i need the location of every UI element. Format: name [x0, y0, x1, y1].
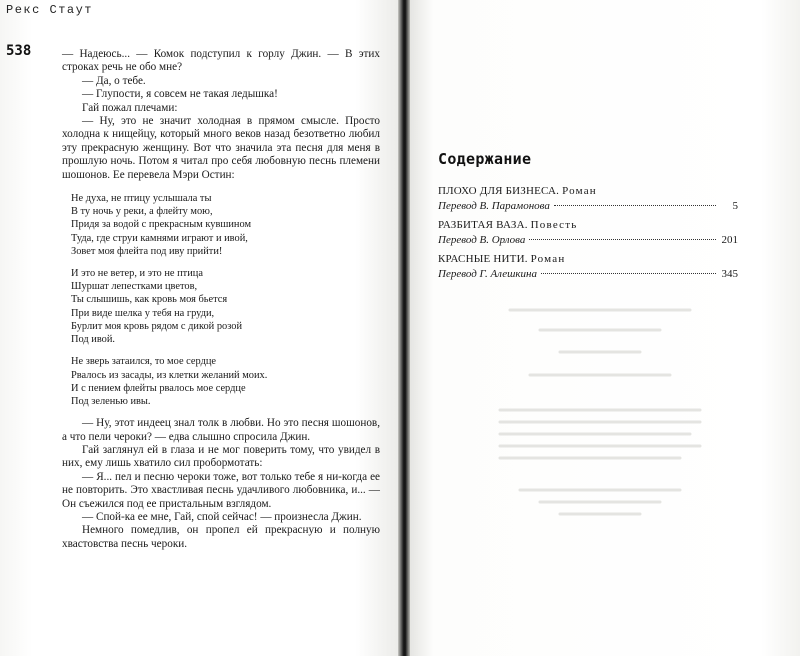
paragraph: — Я... пел и песню чероки тоже, вот только тебе я ни-когда ее не повторить. Это хвастливая песнь удачливого любовника, и... — Он съежился под ее пристальным взглядом. — [62, 470, 380, 510]
paragraph: Немного помедлив, он пропел ей прекрасную и полную хвастовства песнь чероки. — [62, 524, 380, 550]
poem-line: Под зеленью ивы. — [71, 395, 151, 407]
poem-line: Шуршат лепестками цветов, — [71, 281, 198, 293]
poem-line: Придя за водой с прекрасным кувшином — [71, 219, 252, 231]
poem-line: Под ивой. — [71, 334, 116, 346]
running-head: Рекс Стаут — [6, 3, 94, 17]
body-text — [62, 48, 380, 551]
poem-stanza — [71, 192, 380, 258]
show-through-lines — [470, 300, 730, 530]
paragraph: — Ну, это не значит холодная в прямом смысле. Просто холодна к нищейцу, который много веков назад безответно любил эту прекрасную женщину. Вот что значила эта песня для меня в прошлую ночь. Потом я читал про себя любовную песнь племени шошонов. Ее перевела Мэри Остин: — [62, 115, 380, 181]
right-page — [410, 0, 800, 656]
toc-title: Содержание — [438, 150, 532, 168]
paragraph: — Да, о тебе. — [82, 74, 146, 87]
poem-line: Бурлит моя кровь рядом с дикой розой — [71, 320, 243, 332]
poem-line: В ту ночь у реки, а флейту мою, — [71, 206, 213, 218]
toc-heading — [438, 252, 738, 267]
poem-line: При виде шелка у тебя на груди, — [71, 307, 215, 319]
toc-entry-title: КРАСНЫЕ НИТИ. — [438, 253, 528, 265]
toc-entry-translator: Перевод В. Парамонова — [438, 200, 550, 212]
poem-stanza — [71, 267, 380, 346]
poem — [71, 192, 380, 408]
poem-line: Туда, где струи камнями играют и ивой, — [71, 232, 248, 244]
toc-leader-line — [438, 199, 738, 214]
toc-entry — [438, 218, 738, 248]
toc-leader-line — [438, 233, 738, 248]
toc-entry-genre: Роман — [530, 253, 566, 265]
toc-dot-leader — [529, 238, 716, 240]
poem-line: Не духа, не птицу услышала ты — [71, 193, 212, 205]
toc-entry-title: ПЛОХО ДЛЯ БИЗНЕСА. — [438, 185, 560, 197]
toc-heading — [438, 218, 738, 233]
toc-entry-genre: Повесть — [530, 219, 578, 231]
poem-stanza — [71, 355, 380, 408]
poem-line: Рвалось из засады, из клетки желаний моих. — [71, 369, 268, 381]
toc-entry — [438, 252, 738, 282]
poem-line: И с пением флейты рвалось мое сердце — [71, 382, 246, 394]
toc-entry-title: РАЗБИТАЯ ВАЗА. — [438, 219, 528, 231]
poem-line: Не зверь затаился, то мое сердце — [71, 356, 217, 368]
after-poem-text — [62, 417, 380, 551]
poem-line: И это не ветер, и это не птица — [71, 268, 203, 280]
show-through-texture — [470, 300, 730, 530]
toc-entry-translator: Перевод В. Орлова — [438, 234, 526, 246]
paragraph: — Спой-ка ее мне, Гай, спой сейчас! — произнесла Джин. — [82, 510, 362, 523]
toc-leader-line — [438, 267, 738, 282]
book-gutter — [398, 0, 410, 656]
toc-entry-page: 345 — [721, 268, 738, 280]
toc-entry-genre: Роман — [562, 185, 597, 197]
toc-entry — [438, 184, 738, 214]
paragraph: — Глупости, я совсем не такая ледышка! — [82, 88, 278, 101]
poem-line: Ты слышишь, как кровь моя бьется — [71, 294, 228, 306]
table-of-contents — [438, 184, 738, 286]
toc-heading — [438, 184, 738, 199]
poem-line: Зовет моя флейта под иву прийти! — [71, 245, 223, 257]
toc-entry-translator: Перевод Г. Алешкина — [438, 268, 538, 280]
paragraph: — Ну, этот индеец знал толк в любви. Но это песня шошонов, а что пели чероки? — едва слышно спросила Джин. — [62, 417, 380, 443]
toc-dot-leader — [554, 204, 716, 206]
toc-entry-page: 5 — [732, 200, 738, 212]
paragraph: Гай пожал плечами: — [82, 101, 178, 114]
paragraph: — Надеюсь... — Комок подступил к горлу Джин. — В этих строках речь не обо мне? — [62, 48, 380, 74]
page-number: 538 — [6, 43, 32, 59]
toc-entry-page: 201 — [721, 234, 738, 246]
toc-dot-leader — [541, 272, 716, 274]
paragraph: Гай заглянул ей в глаза и не мог поверить тому, что увидел в них, ему лишь хватило сил пробормотать: — [62, 443, 380, 470]
